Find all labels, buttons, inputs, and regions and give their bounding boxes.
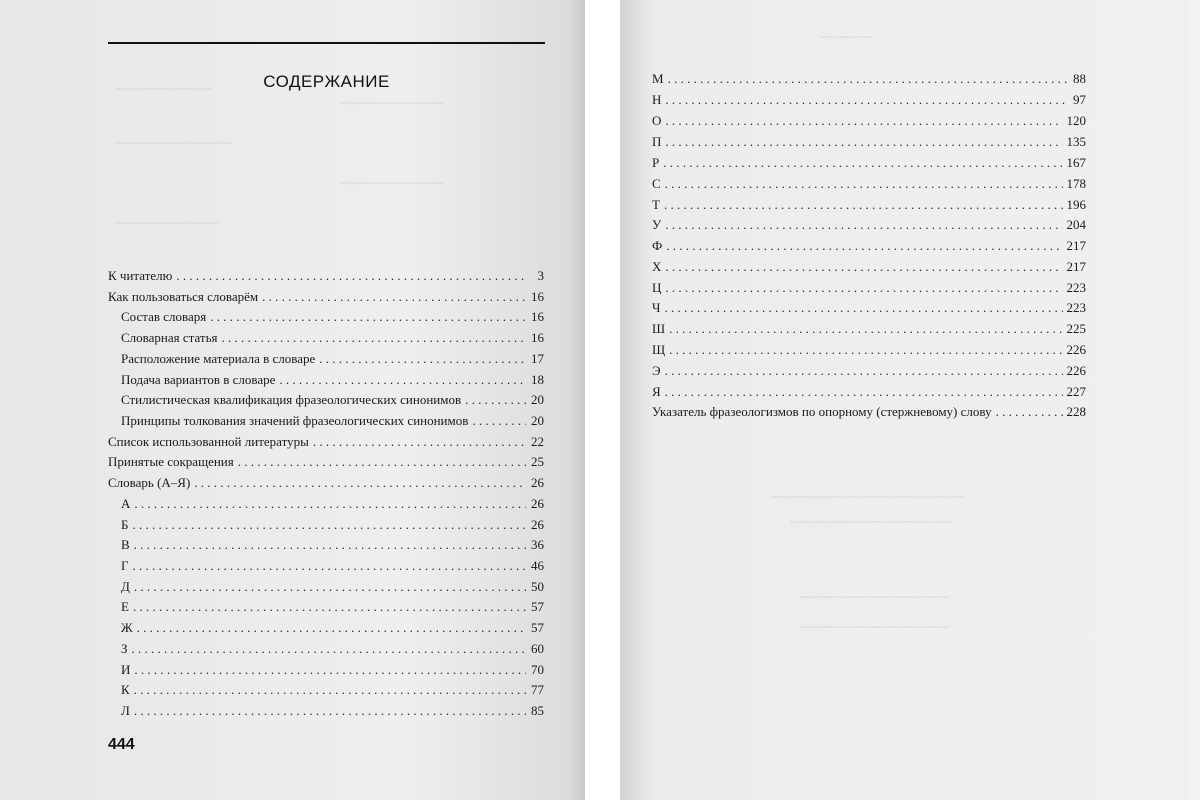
toc-entry-page: 227 (1066, 384, 1086, 399)
toc-entry-label: Б (121, 517, 129, 532)
toc-entry[interactable] (652, 236, 1086, 256)
leader-dots (472, 411, 526, 431)
toc-entry[interactable] (121, 515, 544, 535)
toc-entry-label: Стилистическая квалификация фразеологических синонимов (121, 392, 462, 407)
toc-entry[interactable] (108, 452, 544, 472)
running-head-rule (108, 42, 545, 44)
toc-entry-page: 228 (1066, 404, 1086, 419)
toc-entry-page: 167 (1066, 155, 1086, 170)
page-number: 444 (108, 736, 135, 753)
toc-entry-label: К читателю (108, 268, 173, 283)
toc-entry-label: Н (652, 92, 662, 107)
toc-entry-page: 17 (531, 351, 544, 366)
left-page (0, 0, 585, 800)
bleed-through-text: ~~~~~~~~~~~~~~~~~~~~~~~ (800, 620, 950, 634)
leader-dots (134, 701, 526, 721)
toc-entry-label: Ш (652, 321, 666, 336)
leader-dots (665, 111, 1062, 131)
leader-dots (669, 340, 1062, 360)
page-gutter (585, 0, 620, 800)
toc-entry-page: 178 (1066, 176, 1086, 191)
toc-entry[interactable] (121, 411, 544, 431)
leader-dots (666, 236, 1062, 256)
leader-dots (665, 215, 1062, 235)
toc-entry[interactable] (652, 132, 1086, 152)
toc-entry[interactable] (108, 473, 544, 493)
leader-dots (665, 382, 1063, 402)
toc-entry[interactable] (121, 390, 544, 410)
leader-dots (134, 680, 526, 700)
toc-entry-label: С (652, 176, 661, 191)
toc-entry[interactable] (121, 535, 544, 555)
toc-entry[interactable] (108, 287, 544, 307)
toc-entry-page: 226 (1066, 342, 1086, 357)
bleed-through-text: ~~~~~~~~~~~~~~~~~~~~~~~~~~~~~~ (770, 490, 965, 504)
page-title: СОДЕРЖАНИЕ (263, 72, 390, 91)
toc-entry-label: В (121, 537, 130, 552)
leader-dots (279, 370, 526, 390)
toc-entry-page: 16 (531, 309, 544, 324)
toc-entry-page: 217 (1066, 238, 1086, 253)
leader-dots (132, 639, 526, 659)
toc-entry-page: 18 (531, 372, 544, 387)
leader-dots (319, 349, 526, 369)
toc-entry[interactable] (652, 340, 1086, 360)
toc-entry-label: Я (652, 384, 661, 399)
toc-entry[interactable] (121, 639, 544, 659)
toc-entry[interactable] (121, 597, 544, 617)
toc-entry-label: Т (652, 197, 660, 212)
toc-entry-page: 97 (1073, 92, 1086, 107)
toc-entry-label: Подача вариантов в словаре (121, 372, 276, 387)
toc-entry[interactable] (121, 680, 544, 700)
toc-entry-label: Словарная статья (121, 330, 218, 345)
leader-dots (664, 195, 1063, 215)
toc-entry-label: А (121, 496, 131, 511)
bleed-through-text: ~~~~~~~~ (820, 30, 872, 44)
toc-entry-page: 85 (531, 703, 544, 718)
leader-dots (134, 577, 526, 597)
toc-entry-page: 204 (1066, 217, 1086, 232)
leader-dots (665, 132, 1062, 152)
toc-entry-page: 223 (1066, 300, 1086, 315)
toc-entry[interactable] (652, 257, 1086, 277)
toc-entry-label: Список использованной литературы (108, 434, 309, 449)
leader-dots (137, 618, 526, 638)
toc-entry-page: 36 (531, 537, 544, 552)
toc-entry-page: 225 (1066, 321, 1086, 336)
toc-entry[interactable] (121, 307, 544, 327)
toc-entry[interactable] (121, 618, 544, 638)
toc-entry-label: Г (121, 558, 129, 573)
leader-dots (465, 390, 526, 410)
leader-dots (262, 287, 526, 307)
toc-entry[interactable] (652, 361, 1086, 381)
toc-entry-page: 57 (531, 599, 544, 614)
toc-entry[interactable] (652, 90, 1086, 110)
toc-entry-label: Принятые сокращения (108, 454, 234, 469)
toc-entry-label: Д (121, 579, 130, 594)
leader-dots (134, 660, 526, 680)
leader-dots (134, 494, 526, 514)
toc-entry-label: З (121, 641, 128, 656)
toc-entry-label: О (652, 113, 662, 128)
toc-entry[interactable] (652, 174, 1086, 194)
toc-entry-page: 57 (531, 620, 544, 635)
leader-dots (664, 298, 1062, 318)
toc-entry-label: М (652, 71, 664, 86)
toc-entry-page: 88 (1073, 71, 1086, 86)
toc-entry-label: Как пользоваться словарём (108, 289, 259, 304)
leader-dots (133, 556, 526, 576)
leader-dots (665, 174, 1063, 194)
toc-entry-label: Е (121, 599, 129, 614)
toc-entry[interactable] (121, 701, 544, 721)
toc-entry-label: Указатель фразеологизмов по опорному (стержневому) слову (652, 404, 992, 419)
toc-entry[interactable] (652, 153, 1086, 173)
bleed-through-text: ~~~~~~~~~~~~~~~~~~~~~~~ (800, 590, 950, 604)
toc-entry-page: 16 (531, 330, 544, 345)
toc-entry-page: 26 (531, 496, 544, 511)
toc-entry-label: У (652, 217, 662, 232)
toc-entry-label: Х (652, 259, 662, 274)
toc-entry[interactable] (108, 432, 544, 452)
toc-entry-page: 196 (1066, 197, 1086, 212)
leader-dots (665, 257, 1062, 277)
toc-entry-label: Состав словаря (121, 309, 207, 324)
toc-entry-label: Словарь (А–Я) (108, 475, 191, 490)
bleed-through-text: ~~~~~~~~~~~~~~~~ (340, 176, 444, 190)
toc-entry-page: 120 (1066, 113, 1086, 128)
toc-entry[interactable] (121, 349, 544, 369)
toc-entry[interactable] (121, 494, 544, 514)
leader-dots (132, 515, 526, 535)
toc-entry[interactable] (652, 195, 1086, 215)
toc-entry[interactable] (652, 298, 1086, 318)
toc-entry-label: П (652, 134, 662, 149)
toc-entry-label: И (121, 662, 131, 677)
toc-entry-page: 223 (1066, 280, 1086, 295)
leader-dots (134, 535, 526, 555)
leader-dots (221, 328, 526, 348)
toc-entry-label: Принципы толкования значений фразеологических синонимов (121, 413, 469, 428)
toc-entry[interactable] (121, 660, 544, 680)
leader-dots (194, 473, 526, 493)
toc-entry-label: К (121, 682, 130, 697)
toc-entry-page: 70 (531, 662, 544, 677)
bleed-through-text: ~~~~~~~~~~~~~~~~ (340, 96, 444, 110)
toc-entry-label: Щ (652, 342, 666, 357)
toc-entry-page: 135 (1066, 134, 1086, 149)
toc-entry[interactable] (121, 556, 544, 576)
leader-dots (996, 402, 1063, 422)
toc-entry-page: 20 (531, 392, 544, 407)
leader-dots (238, 452, 526, 472)
toc-entry[interactable] (652, 382, 1086, 402)
toc-entry-page: 77 (531, 682, 544, 697)
toc-entry-label: Л (121, 703, 130, 718)
toc-entry-page: 50 (531, 579, 544, 594)
toc-entry-page: 20 (531, 413, 544, 428)
bleed-through-text: ~~~~~~~~~~~~~~~~ (115, 216, 219, 230)
toc-entry[interactable] (121, 370, 544, 390)
toc-entry[interactable] (652, 319, 1086, 339)
toc-entry[interactable] (652, 278, 1086, 298)
bleed-through-text: ~~~~~~~~~~~~~~~~~~ (115, 136, 232, 150)
leader-dots (669, 319, 1062, 339)
toc-entry-label: Расположение материала в словаре (121, 351, 316, 366)
leader-dots (665, 361, 1063, 381)
leader-dots (133, 597, 526, 617)
leader-dots (210, 307, 526, 327)
bleed-through-text: ~~~~~~~~~~~~~~~ (115, 82, 213, 96)
toc-entry-label: Р (652, 155, 660, 170)
toc-entry-page: 3 (537, 268, 544, 283)
toc-entry-page: 26 (531, 517, 544, 532)
toc-entry[interactable] (121, 328, 544, 348)
toc-entry-label: Ц (652, 280, 662, 295)
toc-entry-label: Ж (121, 620, 133, 635)
toc-entry-label: Ч (652, 300, 661, 315)
toc-entry[interactable] (652, 69, 1086, 89)
bleed-through-text: ~~~~~~~~~~~~~~~~~~~~~~~~~ (790, 515, 953, 529)
toc-entry-label: Ф (652, 238, 663, 253)
toc-entry-page: 46 (531, 558, 544, 573)
toc-entry[interactable] (652, 215, 1086, 235)
toc-entry-label: Э (652, 363, 661, 378)
leader-dots (668, 69, 1068, 89)
toc-entry[interactable] (652, 111, 1086, 131)
toc-entry[interactable] (108, 266, 544, 286)
toc-entry-page: 25 (531, 454, 544, 469)
toc-entry-page: 26 (531, 475, 544, 490)
leader-dots (313, 432, 526, 452)
toc-entry-page: 226 (1066, 363, 1086, 378)
leader-dots (663, 153, 1062, 173)
toc-entry[interactable] (652, 402, 1086, 422)
leader-dots (665, 278, 1062, 298)
leader-dots (665, 90, 1068, 110)
toc-entry-page: 16 (531, 289, 544, 304)
toc-entry-page: 217 (1066, 259, 1086, 274)
toc-entry-page: 60 (531, 641, 544, 656)
toc-entry[interactable] (121, 577, 544, 597)
toc-entry-page: 22 (531, 434, 544, 449)
leader-dots (176, 266, 526, 286)
